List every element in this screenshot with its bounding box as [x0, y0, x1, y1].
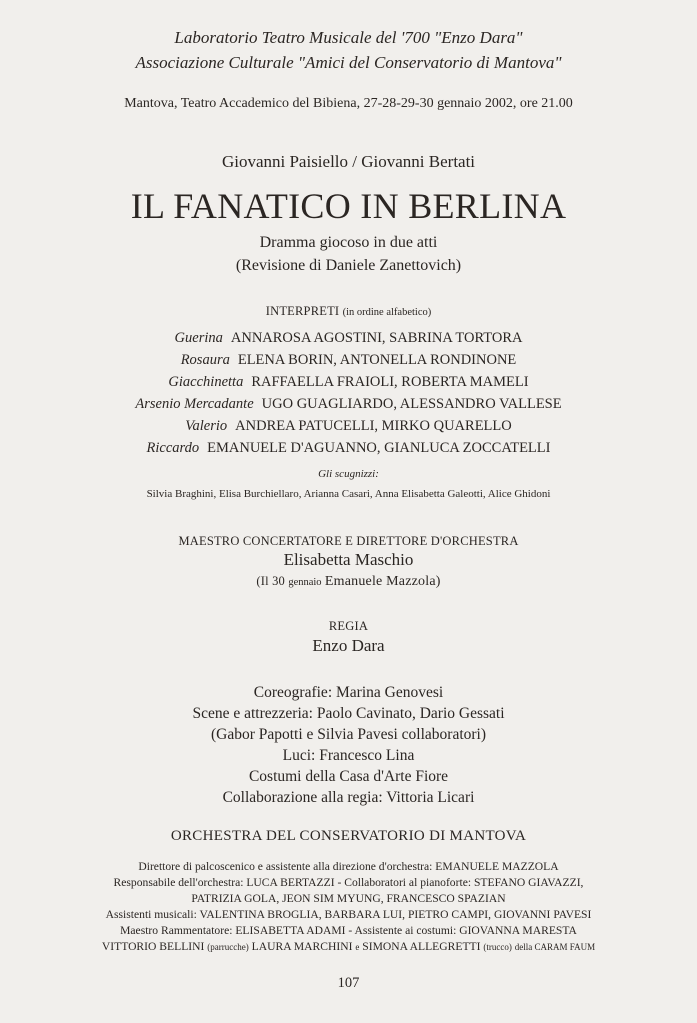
conductor-note-month: gennaio: [288, 577, 322, 588]
subtitle: Dramma giocoso in due atti: [259, 234, 438, 251]
staff-line: Direttore di palcoscenico e assistente alla direzione d'orchestra: EMANUELE MAZZOLA: [138, 860, 559, 873]
scugnizzi-names: Silvia Braghini, Elisa Burchiellaro, Arianna Casari, Anna Elisabetta Galeotti, Alice Ghidoni: [146, 488, 551, 500]
cast-row: [0, 440, 697, 457]
staff-conjunction: e: [355, 942, 360, 952]
composers: Giovanni Paisiello / Giovanni Bertati: [221, 152, 476, 171]
staff-line-last: [0, 940, 697, 953]
cast-role: Riccardo: [146, 440, 200, 456]
cast-row: [0, 396, 697, 413]
credit-line: (Gabor Papotti e Silvia Pavesi collaboratori): [210, 726, 487, 743]
staff-note: (parrucche): [207, 942, 249, 952]
credit-line: Collaborazione alla regia: Vittoria Licari: [222, 789, 475, 806]
staff-line: Maestro Rammentatore: ELISABETTA ADAMI - Assistente ai costumi: GIOVANNA MARESTA: [120, 924, 577, 937]
staff-name: SIMONA ALLEGRETTI: [362, 940, 481, 953]
regia-label: REGIA: [328, 619, 369, 633]
interpreti-label: INTERPRETI: [265, 304, 340, 318]
cast-row: [0, 352, 697, 369]
opera-title: IL FANATICO IN BERLINA: [130, 186, 567, 226]
cast-role: Guerina: [174, 330, 223, 346]
orchestra-heading: ORCHESTRA DEL CONSERVATORIO DI MANTOVA: [170, 828, 527, 844]
cast-actors: ELENA BORIN, ANTONELLA RONDINONE: [237, 352, 517, 368]
cast-actors: RAFFAELLA FRAIOLI, ROBERTA MAMELI: [251, 374, 529, 390]
regia-name: Enzo Dara: [312, 636, 385, 655]
cast-role: Rosaura: [180, 352, 230, 368]
interpreti-heading: [0, 304, 697, 319]
credit-line: Luci: Francesco Lina: [282, 747, 415, 764]
header-line-2: Associazione Culturale "Amici del Conservatorio di Mantova": [135, 53, 562, 72]
cast-actors: EMANUELE D'AGUANNO, GIANLUCA ZOCCATELLI: [207, 440, 551, 456]
cast-row: [0, 418, 697, 435]
staff-note: (trucco): [483, 942, 512, 952]
conductor-name: Elisabetta Maschio: [283, 550, 414, 569]
venue-line: Mantova, Teatro Accademico del Bibiena, 27-28-29-30 gennaio 2002, ore 21.00: [124, 96, 573, 111]
staff-name: LAURA MARCHINI: [251, 940, 353, 953]
page-number: 107: [337, 975, 360, 991]
credit-line: Scene e attrezzeria: Paolo Cavinato, Dario Gessati: [192, 705, 505, 722]
staff-affiliation: della CARAM FAUM: [514, 942, 596, 952]
cast-role: Giacchinetta: [168, 374, 244, 390]
cast-row: [0, 374, 697, 391]
conductor-label: MAESTRO CONCERTATORE E DIRETTORE D'ORCHESTRA: [178, 534, 519, 548]
revision: (Revisione di Daniele Zanettovich): [235, 257, 462, 274]
conductor-note-close: Emanuele Mazzola): [324, 574, 441, 589]
cast-actors: ANNAROSA AGOSTINI, SABRINA TORTORA: [230, 330, 523, 346]
header-line-1: Laboratorio Teatro Musicale del '700 "Enzo Dara": [174, 28, 523, 47]
cast-role: Valerio: [185, 418, 228, 434]
credit-line: Coreografie: Marina Genovesi: [253, 684, 444, 701]
staff-name: VITTORIO BELLINI: [101, 940, 205, 953]
scugnizzi-label: Gli scugnizzi:: [318, 468, 379, 480]
staff-line: Responsabile dell'orchestra: LUCA BERTAZZI - Collaboratori al pianoforte: STEFANO GIAVAZZI,: [113, 876, 584, 889]
interpreti-note: (in ordine alfabetico): [342, 307, 432, 318]
cast-role: Arsenio Mercadante: [135, 396, 254, 412]
staff-line: PATRIZIA GOLA, JEON SIM MYUNG, FRANCESCO SPAZIAN: [191, 892, 506, 905]
conductor-note: [0, 574, 697, 590]
cast-actors: UGO GUAGLIARDO, ALESSANDRO VALLESE: [261, 396, 562, 412]
credit-line: Costumi della Casa d'Arte Fiore: [248, 768, 449, 785]
conductor-note-open: (Il 30: [256, 574, 285, 588]
staff-line: Assistenti musicali: VALENTINA BROGLIA, BARBARA LUI, PIETRO CAMPI, GIOVANNI PAVESI: [105, 908, 592, 921]
cast-actors: ANDREA PATUCELLI, MIRKO QUARELLO: [235, 418, 512, 434]
cast-row: [0, 330, 697, 347]
